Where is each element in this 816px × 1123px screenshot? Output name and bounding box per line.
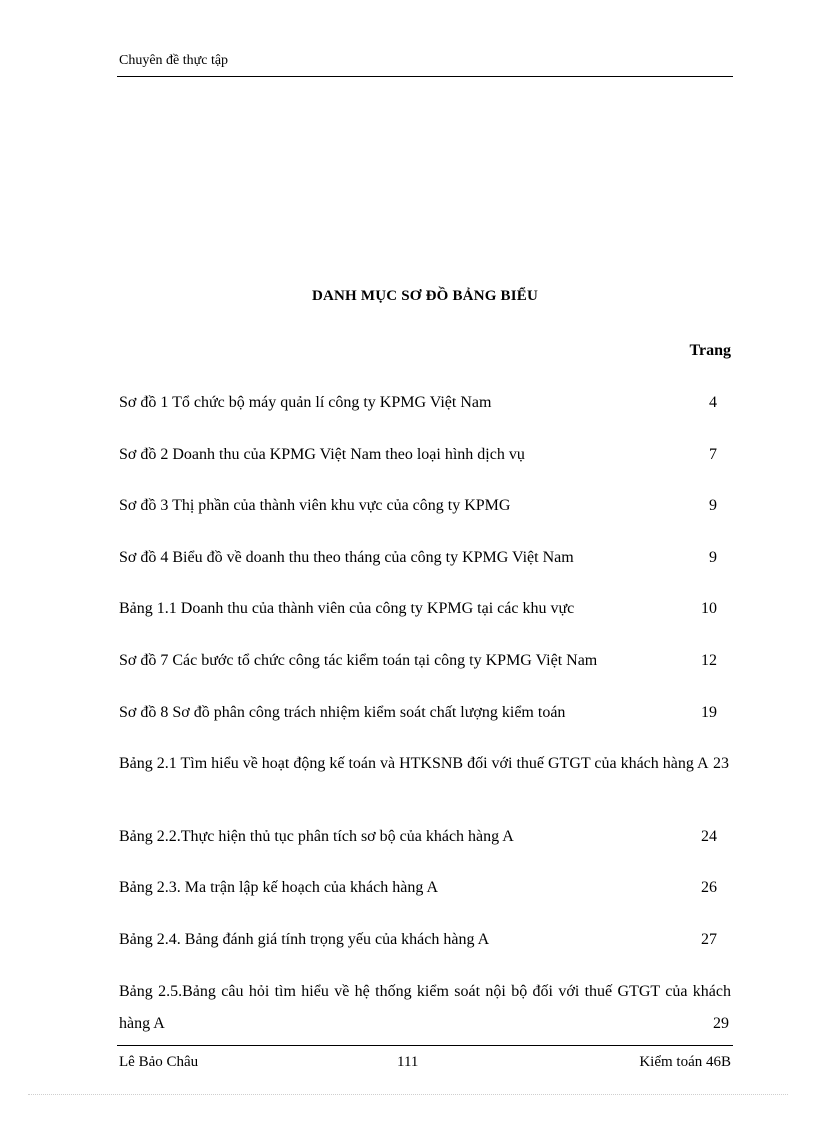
- footer-divider: [117, 1045, 733, 1046]
- toc-entry-page: 12: [701, 652, 717, 669]
- toc-entry-label: Bảng 2.3. Ma trận lập kế hoạch của khách hàng A: [119, 879, 439, 896]
- toc-entry: [119, 542, 731, 574]
- toc-entry-page: 29: [713, 1015, 729, 1032]
- toc-entry-label: Sơ đồ 4 Biểu đồ về doanh thu theo tháng của công ty KPMG Việt Nam: [119, 549, 574, 566]
- toc-entry: [119, 748, 731, 780]
- footer-page-number: 111: [397, 1054, 419, 1070]
- footer-class: Kiểm toán 46B: [639, 1054, 731, 1070]
- toc-entry-label: Sơ đồ 3 Thị phần của thành viên khu vực của công ty KPMG: [119, 497, 511, 514]
- toc-entry-label: Bảng 2.2.Thực hiện thủ tục phân tích sơ bộ của khách hàng A: [119, 828, 514, 845]
- toc-entry-page: 7: [709, 446, 717, 463]
- toc-entry: [119, 872, 731, 904]
- toc-entry-page: 4: [709, 394, 717, 411]
- toc-entry-label: Bảng 2.4. Bảng đánh giá tính trọng yếu của khách hàng A: [119, 931, 490, 948]
- toc-entry: [119, 821, 731, 853]
- toc-entry: [119, 490, 731, 522]
- toc-entry-page: 9: [709, 549, 717, 566]
- toc-entry: [119, 387, 731, 419]
- toc-entry-label: Bảng 1.1 Doanh thu của thành viên của công ty KPMG tại các khu vực: [119, 600, 575, 617]
- toc-entry-label: Sơ đồ 7 Các bước tổ chức công tác kiểm toán tại công ty KPMG Việt Nam: [119, 652, 598, 669]
- toc-entry-label: Bảng 2.5.Bảng câu hỏi tìm hiểu về hệ thống kiểm soát nội bộ đối với thuế GTGT của khách hàng A: [119, 983, 731, 1032]
- toc-entry: [119, 439, 731, 471]
- toc-entry-page: 27: [701, 931, 717, 948]
- toc-entry: [119, 924, 731, 956]
- page-header: Chuyên đề thực tập: [119, 53, 229, 68]
- toc-entry-page: 9: [709, 497, 717, 514]
- toc-entry-page: 19: [701, 704, 717, 721]
- document-title: DANH MỤC SƠ ĐỒ BẢNG BIỂU: [311, 288, 539, 304]
- toc-entry-label: Sơ đồ 8 Sơ đồ phân công trách nhiệm kiểm soát chất lượng kiểm toán: [119, 704, 566, 721]
- toc-entry-page: 23: [713, 755, 729, 772]
- toc-entry-page: 10: [701, 600, 717, 617]
- page-column-label: Trang: [689, 342, 731, 359]
- toc-entry-page: 24: [701, 828, 717, 845]
- toc-entry: [119, 593, 731, 625]
- toc-entry: [119, 976, 731, 1040]
- toc-entry-label: Bảng 2.1 Tìm hiểu về hoạt động kế toán và HTKSNB đối với thuế GTGT của khách hàng A: [119, 755, 709, 772]
- toc-entry: [119, 697, 731, 729]
- toc-entry-label: Sơ đồ 1 Tổ chức bộ máy quản lí công ty KPMG Việt Nam: [119, 394, 492, 411]
- header-divider: [117, 76, 733, 77]
- toc-entry-page: 26: [701, 879, 717, 896]
- page-bottom-border: [28, 1094, 788, 1095]
- toc-entry: [119, 645, 731, 677]
- footer-author: Lê Bảo Châu: [119, 1054, 199, 1070]
- toc-entry-label: Sơ đồ 2 Doanh thu của KPMG Việt Nam theo loại hình dịch vụ: [119, 446, 525, 463]
